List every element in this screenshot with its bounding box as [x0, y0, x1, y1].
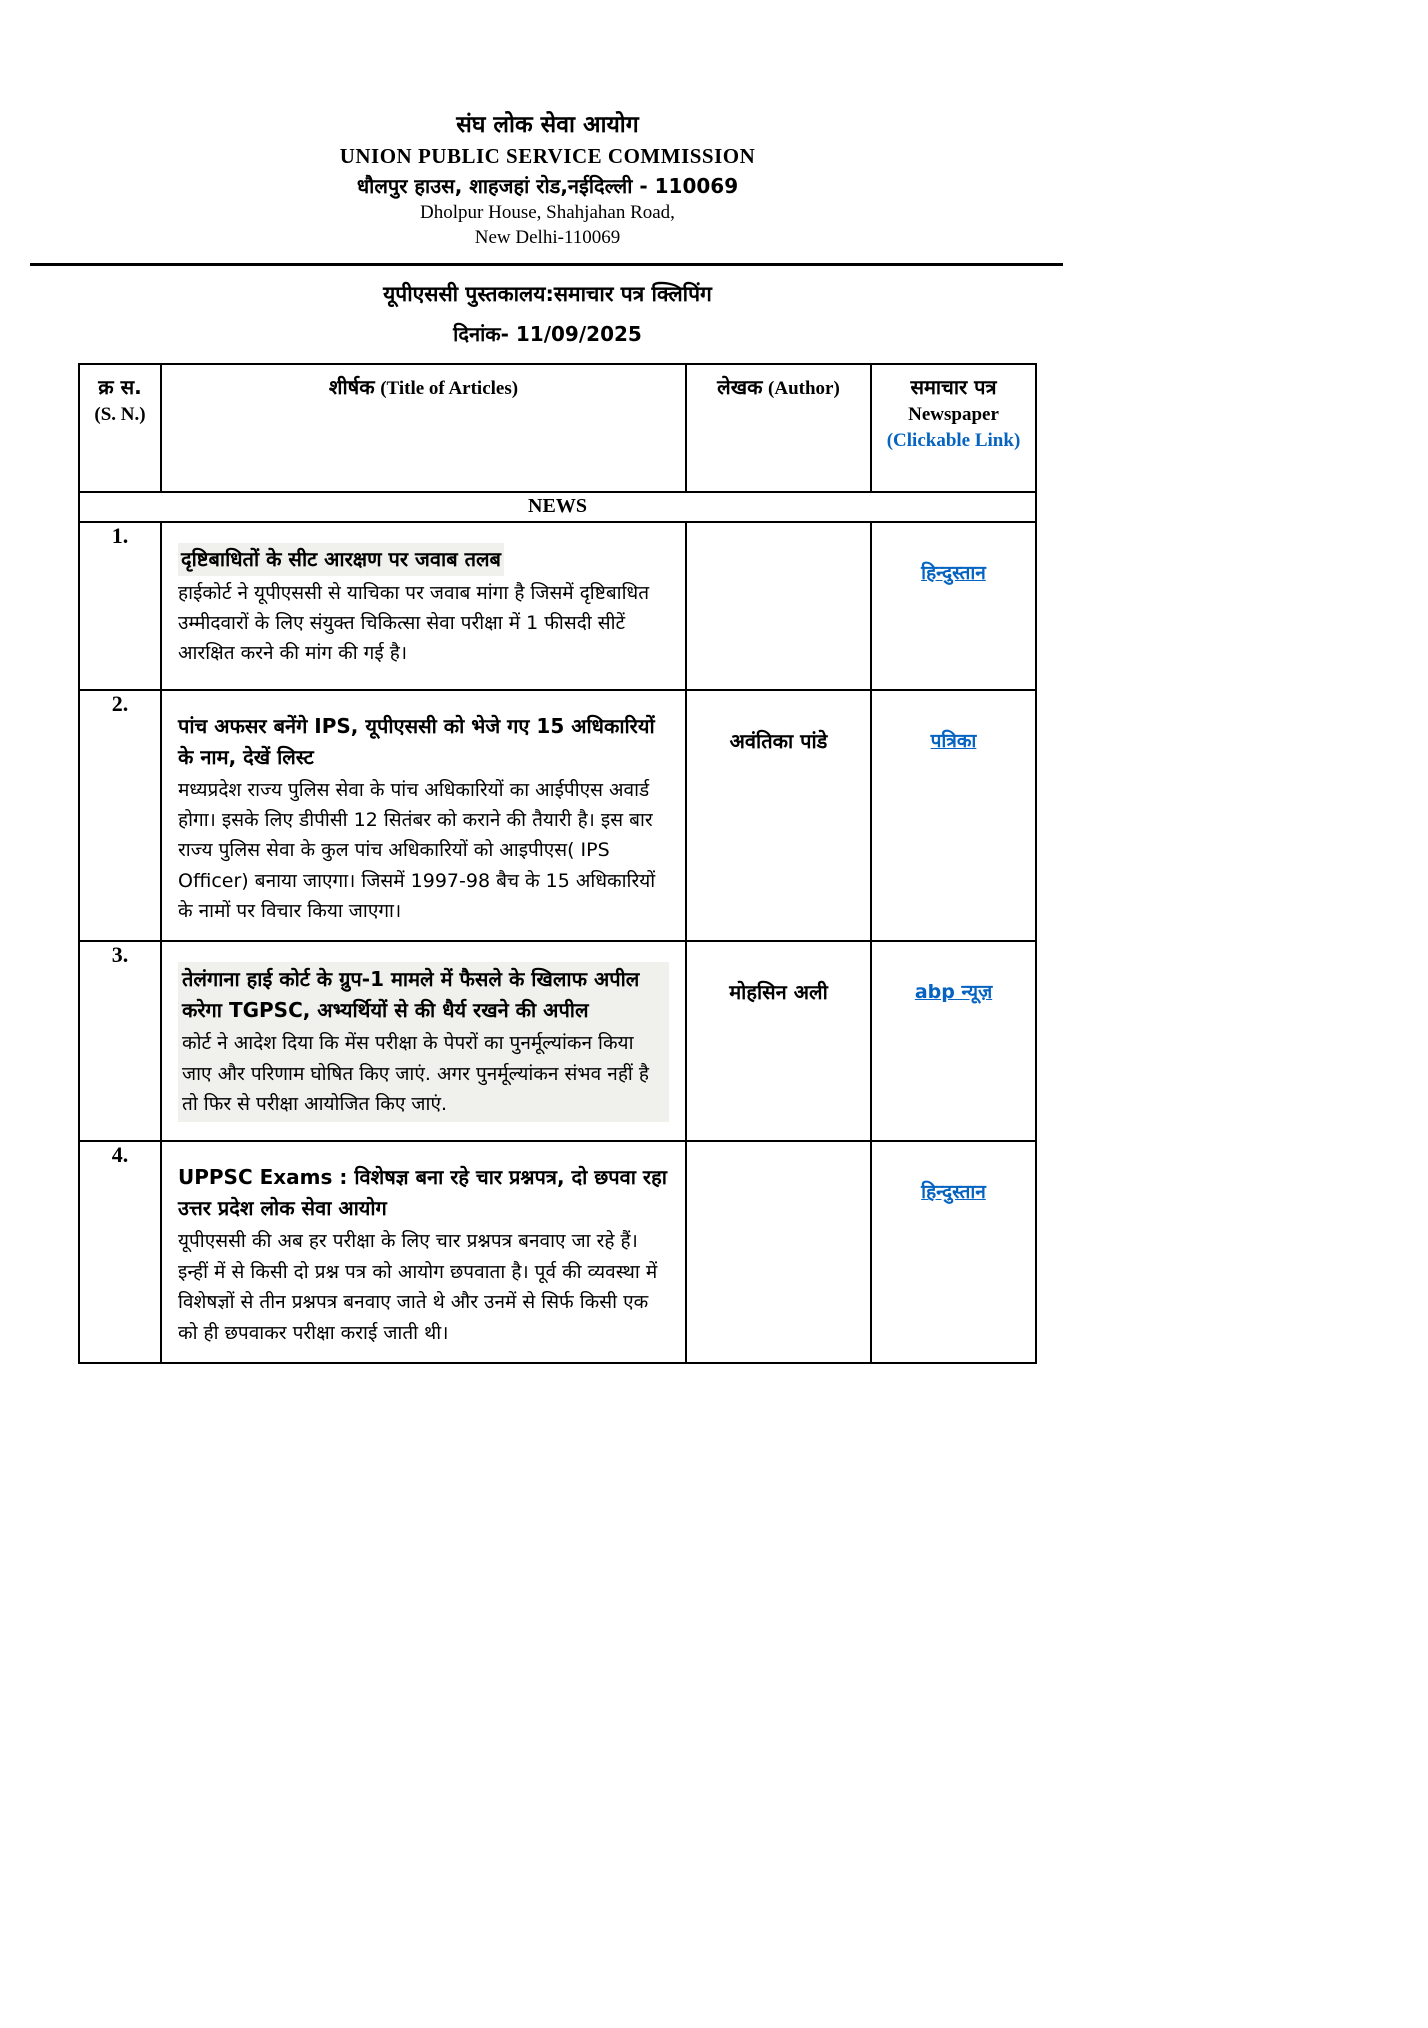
newspaper-link[interactable]: abp न्यूज़ [914, 981, 993, 1004]
column-header-newspaper-hindi: समाचार पत्र [910, 374, 997, 399]
document-content [30, 110, 1065, 1364]
column-header-author-hindi: लेखक [717, 374, 763, 399]
article [178, 1162, 669, 1348]
clippings-table [78, 363, 1037, 1365]
newspaper-link[interactable]: पत्रिका [930, 729, 977, 752]
author-name [686, 522, 871, 690]
article-cell [161, 690, 686, 942]
author-name: मोहसिन अली [686, 941, 871, 1141]
letterhead [30, 110, 1065, 251]
article-summary: यूपीएससी की अब हर परीक्षा के लिए चार प्रश्नपत्र बनवाए जा रहे हैं। इन्हीं में से किसी दो प्रश्न पत्र को आयोग छपवाता है। पूर्व की व्यवस्था में विशेषज्ञों से तीन प्रश्नपत्र बनवाए जाते थे और उनमें से सिर्फ किसी एक को ही छपवाकर परीक्षा कराई जाती थी। [178, 1230, 658, 1344]
newspaper-cell [871, 941, 1036, 1141]
address-hindi: धौलपुर हाउस, शाहजहां रोड,नईदिल्ली - 110069 [356, 174, 739, 199]
column-header-newspaper [871, 364, 1036, 492]
column-header-sn [79, 364, 161, 492]
column-header-row [79, 364, 1036, 492]
author-name: अवंतिका पांडे [686, 690, 871, 942]
article-cell [161, 1141, 686, 1363]
address-english-line2: New Delhi-110069 [474, 227, 621, 249]
article-summary: कोर्ट ने आदेश दिया कि मेंस परीक्षा के पेपरों का पुनर्मूल्यांकन किया जाए और परिणाम घोषित किए जाएं. अगर पुनर्मूल्यांकन संभव नहीं है तो फिर से परीक्षा आयोजित किए जाएं. [182, 1032, 649, 1116]
column-header-clickable-link-note: (Clickable Link) [886, 430, 1021, 452]
org-name-hindi: संघ लोक सेवा आयोग [456, 112, 639, 138]
article-summary: हाईकोर्ट ने यूपीएससी से याचिका पर जवाब मांगा है जिसमें दृष्टिबाधित उम्मीदवारों के लिए संयुक्त चिकित्सा सेवा परीक्षा में 1 फीसदी सीटें आरक्षित करने की मांग की गई है। [178, 581, 650, 665]
article-cell [161, 522, 686, 690]
article-title: UPPSC Exams : विशेषज्ञ बना रहे चार प्रश्नपत्र, दो छपवा रहा उत्तर प्रदेश लोक सेवा आयोग [178, 1165, 667, 1221]
column-header-sn-hindi: क्र स. [98, 374, 142, 399]
article [178, 711, 669, 927]
serial-number: 4. [79, 1141, 161, 1363]
news-section-label: NEWS [79, 492, 1036, 522]
column-header-author [686, 364, 871, 492]
newspaper-cell [871, 1141, 1036, 1363]
article-title: तेलंगाना हाई कोर्ट के ग्रुप-1 मामले में फैसले के खिलाफ अपील करेगा TGPSC, अभ्यर्थियों से की धैर्य रखने की अपील [182, 967, 640, 1023]
header-divider [30, 263, 1063, 266]
newspaper-link[interactable]: हिन्दुस्तान [921, 561, 986, 584]
article [178, 543, 669, 669]
document-title: यूपीएससी पुस्तकालय:समाचार पत्र क्लिपिंग [383, 281, 712, 306]
article-summary: मध्यप्रदेश राज्य पुलिस सेवा के पांच अधिकारियों का आईपीएस अवार्ड होगा। इसके लिए डीपीसी 12 सितंबर को कराने की तैयारी है। इस बार राज्य पुलिस सेवा के कुल पांच अधिकारियों को आइपीएस( IPS Officer) बनाया जाएगा। जिसमें 1997-98 बैच के 15 अधिकारियों के नामों पर विचार किया जाएगा। [178, 778, 656, 923]
article-title: दृष्टिबाधितों के सीट आरक्षण पर जवाब तलब [178, 543, 504, 576]
newspaper-link[interactable]: हिन्दुस्तान [921, 1181, 986, 1204]
column-header-sn-english: (S. N.) [94, 403, 146, 425]
document-date: दिनांक- 11/09/2025 [453, 321, 642, 346]
serial-number: 1. [79, 522, 161, 690]
org-name-english: UNION PUBLIC SERVICE COMMISSION [339, 144, 756, 169]
column-header-title [161, 364, 686, 492]
table-row [79, 690, 1036, 942]
article-title: पांच अफसर बनेंगे IPS, यूपीएससी को भेजे गए 15 अधिकारियों के नाम, देखें लिस्ट [178, 713, 655, 769]
table-row [79, 1141, 1036, 1363]
author-name [686, 1141, 871, 1363]
table-row [79, 941, 1036, 1141]
address-english-line1: Dholpur House, Shahjahan Road, [420, 202, 675, 224]
article-cell [161, 941, 686, 1141]
serial-number: 3. [79, 941, 161, 1141]
column-header-title-hindi: शीर्षक [328, 374, 375, 399]
column-header-title-english: (Title of Articles) [380, 377, 519, 399]
article [178, 962, 669, 1121]
column-header-author-english: (Author) [768, 377, 840, 399]
column-header-newspaper-english: Newspaper [908, 403, 999, 425]
newspaper-cell [871, 690, 1036, 942]
news-section-row [79, 492, 1036, 522]
table-row [79, 522, 1036, 690]
serial-number: 2. [79, 690, 161, 942]
newspaper-cell [871, 522, 1036, 690]
